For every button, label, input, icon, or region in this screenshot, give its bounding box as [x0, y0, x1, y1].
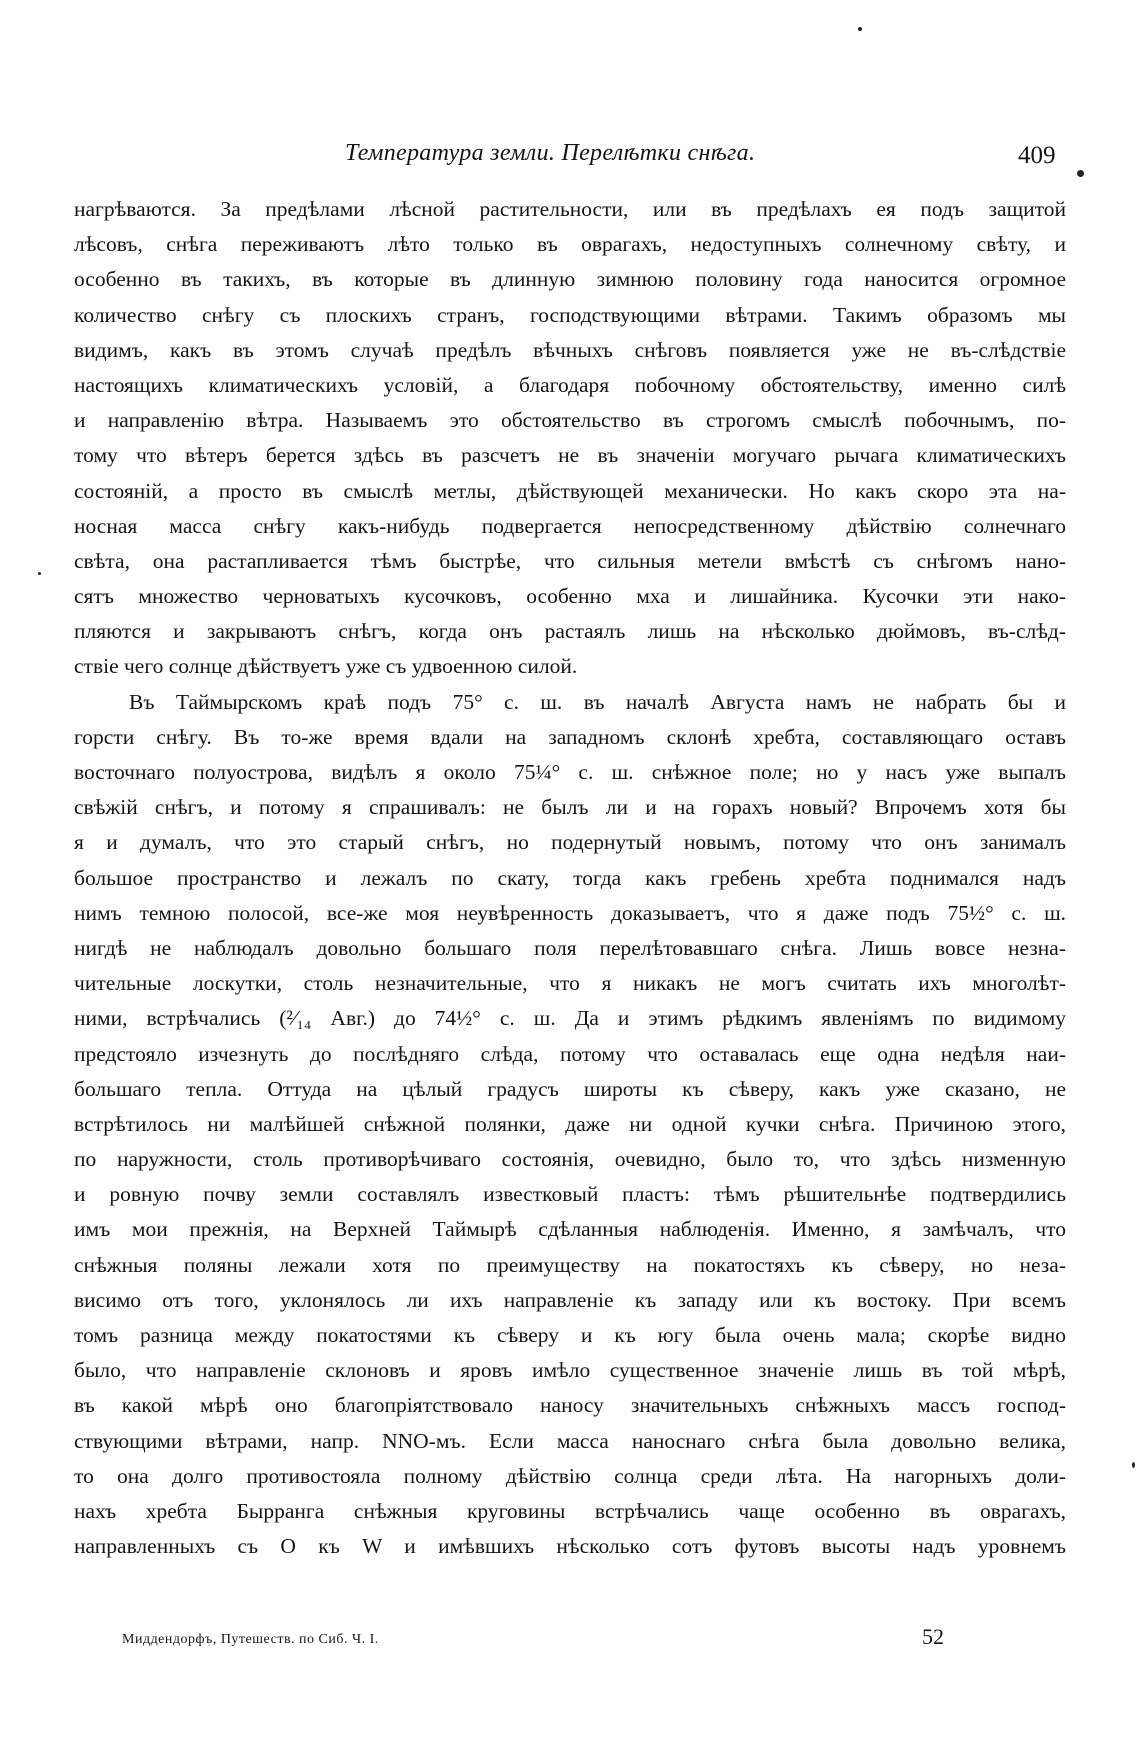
text-line: было, что направленіе склоновъ и яровъ имѣло существенное значеніе лишь въ той мѣрѣ, — [74, 1358, 1066, 1383]
text-line: нимъ темною полосой, все-же моя неувѣренность доказываетъ, что я даже подъ 75½° с. ш. — [74, 900, 1066, 925]
text-line: снѣжныя поляны лежали хотя по преимуществу на покатостяхъ къ сѣверу, но неза- — [74, 1252, 1066, 1277]
text-line: горсти снѣгу. Въ то-же время вдали на западномъ склонѣ хребта, составляющаго оставъ — [74, 724, 1066, 749]
text-line: ствующими вѣтрами, напр. NNO-мъ. Если масса наноснаго снѣга была довольно велика, — [74, 1428, 1066, 1453]
text-line: то она долго противостояла полному дѣйствію солнца среди лѣта. На нагорныхъ доли- — [74, 1463, 1066, 1488]
text-line: я и думалъ, что это старый снѣгъ, но подернутый новымъ, потому что онъ занималъ — [74, 830, 1066, 855]
text-line: восточнаго полуострова, видѣлъ я около 75¼° с. ш. снѣжное поле; но у насъ уже выпалъ — [74, 760, 1066, 784]
ink-speck — [858, 27, 862, 31]
text-line: и направленію вѣтра. Называемъ это обстоятельство въ строгомъ смыслѣ побочнымъ, по- — [74, 408, 1066, 433]
text-line: сятъ множество черноватыхъ кусочковъ, особенно мха и лишайника. Кусочки эти нако- — [74, 584, 1066, 609]
text-line: большое пространство и лежалъ по скату, тогда какъ гребень хребта поднимался надъ — [74, 865, 1066, 890]
paragraph-end-line: ствіе чего солнце дѣйствуетъ уже съ удвоенною силой. — [74, 654, 578, 679]
text-line: предстояло изчезнуть до послѣдняго слѣда, потому что оставалась еще одна недѣля наи- — [74, 1041, 1066, 1066]
body-text — [74, 192, 1066, 1564]
text-line: лѣсовъ, снѣга переживаютъ лѣто только въ оврагахъ, недоступныхъ солнечному свѣту, и — [74, 232, 1066, 257]
page-number: 409 — [1018, 142, 1056, 169]
text-line: томъ разница между покатостями къ сѣверу и къ югу была очень мала; скорѣе видно — [74, 1323, 1066, 1347]
text-line: тому что вѣтеръ берется здѣсь въ разсчетъ не въ значеніи могучаго рычага климатическихъ — [74, 443, 1066, 468]
text-line: пляются и закрываютъ снѣгъ, когда онъ растаялъ лишь на нѣсколько дюймовъ, въ-слѣд- — [74, 619, 1066, 644]
running-title: Температура земли. Перелѣтки снѣга. — [345, 140, 756, 166]
text-line: висимо отъ того, уклонялось ли ихъ направленіе къ западу или къ востоку. При всемъ — [74, 1287, 1066, 1312]
text-line: видимъ, какъ въ этомъ случаѣ предѣлъ вѣчныхъ снѣговъ появляется уже не въ-слѣдствіе — [74, 337, 1066, 362]
text-line: въ какой мѣрѣ оно благопріятствовало наносу значительныхъ снѣжныхъ массъ господ- — [74, 1393, 1066, 1418]
ink-speck — [1077, 170, 1084, 177]
text-line: свѣжій снѣгъ, и потому я спрашивалъ: не былъ ли и на горахъ новый? Впрочемъ хотя бы — [74, 795, 1066, 820]
text-line: нигдѣ не наблюдалъ довольно большаго поля перелѣтовавшаго снѣга. Лишь вовсе незна- — [74, 935, 1066, 960]
text-line: особенно въ такихъ, въ которые въ длинную зимнюю половину года наносится огромное — [74, 267, 1066, 292]
text-line: направленныхъ съ O къ W и имѣвшихъ нѣсколько сотъ футовъ высоты надъ уровнемъ — [74, 1534, 1066, 1559]
text-line: нахъ хребта Бырранга снѣжныя круговины встрѣчались чаще особенно въ оврагахъ, — [74, 1498, 1066, 1523]
text-line: большаго тепла. Оттуда на цѣлый градусъ широты къ сѣверу, какъ уже сказано, не — [74, 1076, 1066, 1101]
footer-source: Миддендорфъ, Путешеств. по Сиб. Ч. I. — [122, 1632, 379, 1647]
text-line: и ровную почву земли составлялъ известковый пластъ: тѣмъ рѣшительнѣе подтвердились — [74, 1182, 1066, 1207]
text-line: количество снѣгу съ плоскихъ странъ, господствующими вѣтрами. Такимъ образомъ мы — [74, 302, 1066, 327]
text-line: состояній, а просто въ смыслѣ метлы, дѣйствующей механически. Но какъ скоро эта на- — [74, 478, 1066, 503]
text-line: нагрѣваются. За предѣлами лѣсной растительности, или въ предѣлахъ ея подъ защитой — [74, 197, 1066, 221]
text-line: имъ мои прежнія, на Верхней Таймырѣ сдѣланныя наблюденія. Именно, я замѣчалъ, что — [74, 1217, 1066, 1242]
text-line: по наружности, столь противорѣчиваго состоянія, очевидно, было то, что здѣсь низменную — [74, 1147, 1066, 1172]
text-line: свѣта, она растапливается тѣмъ быстрѣе, что сильныя метели вмѣстѣ съ снѣгомъ нано- — [74, 548, 1066, 573]
ink-speck — [38, 572, 41, 575]
ink-speck — [1132, 1462, 1135, 1468]
text-line: настоящихъ климатическихъ условій, а благодаря побочному обстоятельству, именно силѣ — [74, 372, 1066, 397]
text-line: носная масса снѣгу какъ-нибудь подвергается непосредственному дѣйствію солнечнаго — [74, 513, 1066, 538]
text-line: чительные лоскутки, столь незначительные, что я никакъ не могъ считать ихъ многолѣт- — [74, 971, 1066, 996]
text-line: ними, встрѣчались (²⁄₁₄ Авг.) до 74½° с. ш. Да и этимъ рѣдкимъ явленіямъ по видимому — [74, 1006, 1066, 1031]
signature-mark: 52 — [922, 1624, 944, 1649]
text-line: встрѣтилось ни малѣйшей снѣжной полянки, даже ни одной кучки снѣга. Причиною этого, — [74, 1111, 1066, 1136]
paragraph-start-line: Въ Таймырскомъ краѣ подъ 75° с. ш. въ началѣ Августа намъ не набрать бы и — [129, 689, 1066, 714]
